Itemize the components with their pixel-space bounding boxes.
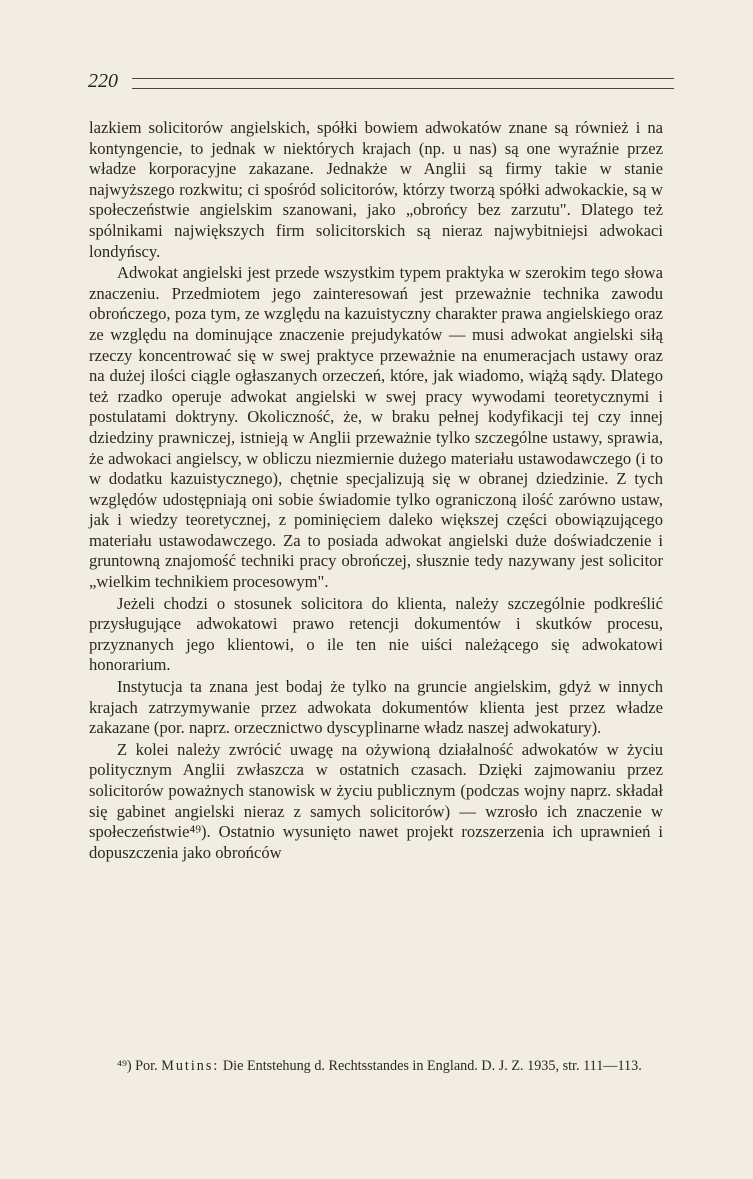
page-number: 220	[88, 69, 118, 92]
paragraph: Z kolei należy zwrócić uwagę na ożywioną działalność adwokatów w życiu politycznym Anglii zwłaszcza w ostatnich czasach. Dzięki zajmowaniu przez solicitorów poważnych stanowisk w życiu publicznym (podczas wojny naprz. składał się gabinet angielski nieraz z samych solicitorów) — wzrosło ich znaczenie w społeczeństwie⁴⁹). Ostatnio wysunięto nawet projekt rozszerzenia ich uprawnień i dopuszczenia jako obrońców	[89, 739, 663, 862]
paragraph: Instytucja ta znana jest bodaj że tylko na gruncie angielskim, gdyż w innych krajach zatrzymywanie przez adwokata dokumentów klienta jest przez władze zakazane (por. naprz. orzecznictwo dyscyplinarne władz naszej adwokatury).	[89, 677, 663, 738]
page-header	[88, 66, 674, 96]
header-rule	[132, 78, 674, 89]
footnote-prefix: Por.	[135, 1058, 158, 1074]
paragraph: Adwokat angielski jest przede wszystkim typem praktyka w szerokim tego słowa znaczeniu. Przedmiotem jego zainteresowań jest przeważnie technika zawodu obrończego, poza tym, ze względu na kazuistyczny charakter prawa angielskiego oraz ze względu na dominujące znaczenie prejudykatów — musi adwokat angielski siłą rzeczy koncentrować się w swej praktyce przeważnie na enumeracjach ustawy oraz na dużej ilości ciągle ogłaszanych orzeczeń, które, jak wiadomo, wiążą sądy. Dlatego też rzadko operuje adwokat angielski w swej pracy wywodami teoretycznymi i postulatami doktryny. Okoliczność, że, w braku pełnej kodyfikacji tej czy innej dziedziny prawniczej, istnieją w Anglii przeważnie tylko szczególne ustawy, sprawia, że adwokaci angielscy, w obliczu niezmiernie dużego materiału ustawodawczego (i to w dodatku kazuistycznego), chętnie specjalizują się w obranej dziedzinie. Z tych względów udostępniają oni sobie świadomie tylko ograniczoną ilość zarówno ustaw, jak i wiedzy teoretycznej, z pominięciem daleko większej części obowiązującego materiału ustawodawczego. Za to posiada adwokat angielski duże doświadczenie i gruntowną znajomość techniki pracy obrończej, słusznie tedy nazywany jest solicitor „wielkim technikiem procesowym".	[89, 263, 663, 592]
body-text	[89, 118, 663, 864]
footnote	[89, 1057, 663, 1075]
footnote-marker: ⁴⁹)	[117, 1058, 132, 1074]
footnote-text: Die Entstehung d. Rechtsstandes in England. D. J. Z. 1935, str. 111—113.	[222, 1058, 642, 1074]
footnote-author: Mutins:	[161, 1058, 220, 1074]
paragraph: lazkiem solicitorów angielskich, spółki bowiem adwokatów znane są również i na kontyngencie, to jednak w niektórych krajach (np. u nas) są one wyraźnie przez władze korporacyjne zakazane. Jednakże w Anglii są firmy takie w stanie najwyższego rozkwitu; ci spośród solicitorów, którzy tworzą spółki adwokackie, są w społeczeństwie angielskim szanowani, jako „obrońcy bez zarzutu". Dlatego też spólnikami największych firm solicitorskich są nieraz najwybitniejsi adwokaci londyńscy.	[89, 118, 663, 261]
paragraph: Jeżeli chodzi o stosunek solicitora do klienta, należy szczególnie podkreślić przysługujące adwokatowi prawo retencji dokumentów i skutków procesu, przyznanych jego klientowi, o ile ten nie uiści należącego się adwokatowi honorarium.	[89, 593, 663, 675]
